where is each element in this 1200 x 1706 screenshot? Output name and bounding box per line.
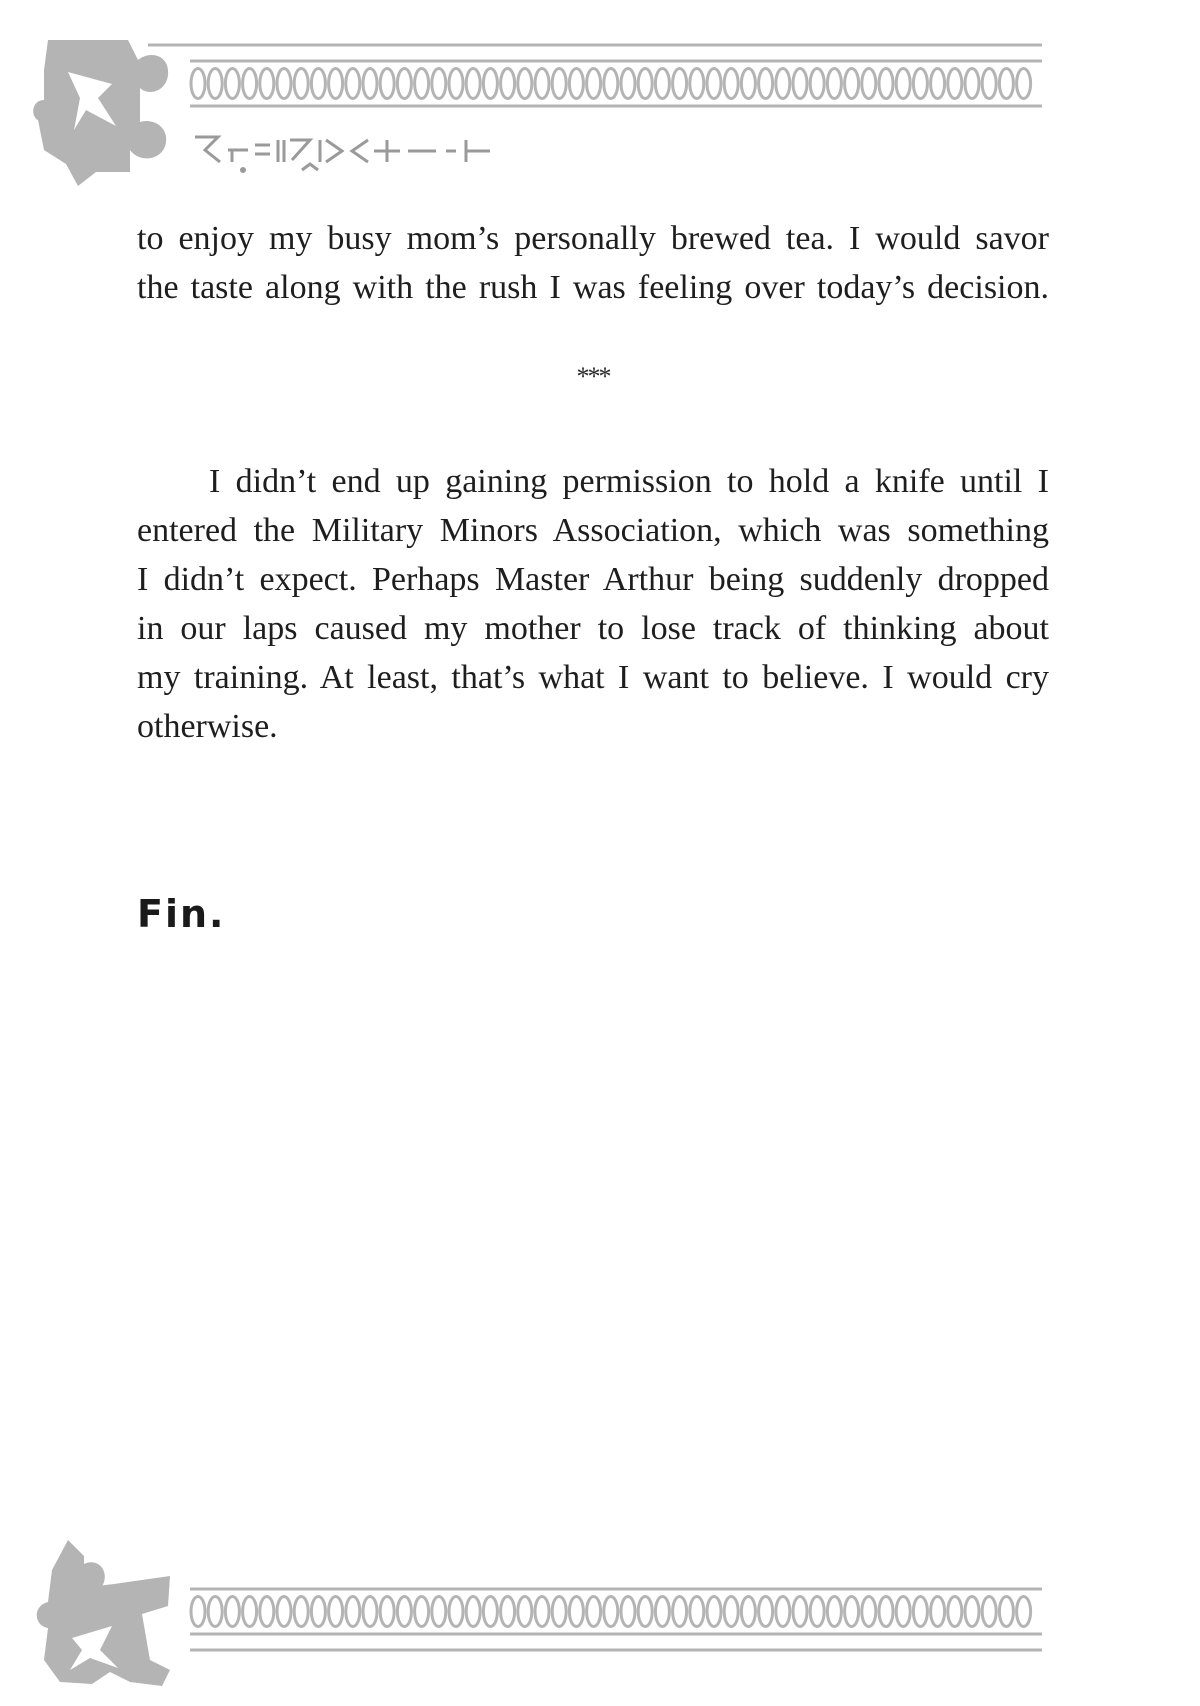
chain-link-icon (225, 1597, 239, 1627)
chain-link-icon (965, 1597, 979, 1627)
chain-link-icon (311, 1597, 325, 1627)
chain-link-icon (225, 69, 239, 99)
chain-link-icon (243, 1597, 257, 1627)
corner-ornament-top (0, 0, 1200, 200)
chain-link-icon (741, 1597, 755, 1627)
paragraph-2 (137, 457, 1049, 751)
chain-link-icon (982, 69, 996, 99)
text-line: my training. At least, that’s what I want to believe. I would cry (137, 659, 1049, 696)
chain-link-icon (673, 1597, 687, 1627)
chain-link-icon (810, 69, 824, 99)
chain-link-icon (363, 1597, 377, 1627)
chain-link-icon (655, 69, 669, 99)
chain-link-icon (862, 1597, 876, 1627)
chain-link-icon (913, 1597, 927, 1627)
chain-link-icon (965, 69, 979, 99)
chain-link-icon (879, 69, 893, 99)
chain-link-icon (260, 1597, 274, 1627)
text-line: I didn’t expect. Perhaps Master Arthur being suddenly dropped (137, 561, 1049, 598)
chain-link-icon (741, 69, 755, 99)
chain-link-icon (260, 69, 274, 99)
chain-link-icon (707, 69, 721, 99)
chain-link-icon (449, 1597, 463, 1627)
chain-link-icon (638, 1597, 652, 1627)
chain-link-icon (724, 1597, 738, 1627)
chain-link-icon (621, 69, 635, 99)
chain-link-icon (277, 1597, 291, 1627)
shield-ornament-icon (37, 1540, 170, 1686)
cipher-glyphs-icon (195, 137, 490, 172)
text-line: otherwise. (137, 708, 278, 745)
chain-link-icon (827, 1597, 841, 1627)
chain-link-icon (759, 1597, 773, 1627)
chain-link-icon (518, 69, 532, 99)
header-ornament (0, 0, 1200, 200)
chain-link-icon (191, 1597, 205, 1627)
chain-link-icon (380, 69, 394, 99)
chain-link-icon (776, 69, 790, 99)
chain-link-icon (604, 1597, 618, 1627)
chain-link-icon (587, 1597, 601, 1627)
chain-link-icon (690, 69, 704, 99)
chain-link-icon (604, 69, 618, 99)
chain-pattern (191, 1597, 1031, 1627)
chain-link-icon (587, 69, 601, 99)
chain-link-icon (655, 1597, 669, 1627)
chain-link-icon (707, 1597, 721, 1627)
chain-link-icon (191, 69, 205, 99)
chain-link-icon (845, 69, 859, 99)
chain-link-icon (552, 1597, 566, 1627)
chain-link-icon (329, 1597, 343, 1627)
corner-ornament-bottom (0, 1510, 1200, 1706)
chain-link-icon (931, 1597, 945, 1627)
chain-pattern (191, 69, 1031, 99)
chain-link-icon (397, 1597, 411, 1627)
chain-link-icon (569, 1597, 583, 1627)
chain-link-icon (397, 69, 411, 99)
chain-link-icon (415, 69, 429, 99)
chain-link-icon (501, 69, 515, 99)
chain-link-icon (294, 69, 308, 99)
text-line-content: I didn’t end up gaining permission to hold a knife until I (209, 463, 1049, 500)
chain-link-icon (346, 1597, 360, 1627)
chain-link-icon (483, 1597, 497, 1627)
chain-link-icon (827, 69, 841, 99)
chain-link-icon (862, 69, 876, 99)
chain-link-icon (793, 1597, 807, 1627)
chain-link-icon (690, 1597, 704, 1627)
chain-link-icon (724, 69, 738, 99)
chain-link-icon (569, 69, 583, 99)
chain-link-icon (931, 69, 945, 99)
chain-link-icon (896, 1597, 910, 1627)
chain-link-icon (483, 69, 497, 99)
chain-link-icon (896, 69, 910, 99)
chain-link-icon (501, 1597, 515, 1627)
chain-link-icon (466, 69, 480, 99)
chain-link-icon (329, 69, 343, 99)
chain-link-icon (948, 1597, 962, 1627)
chain-link-icon (415, 1597, 429, 1627)
chain-link-icon (776, 1597, 790, 1627)
chain-link-icon (449, 69, 463, 99)
chain-link-icon (673, 69, 687, 99)
chain-link-icon (243, 69, 257, 99)
chain-link-icon (552, 69, 566, 99)
text-line: the taste along with the rush I was feeling over today’s decision. (137, 269, 1049, 306)
chain-link-icon (363, 69, 377, 99)
chain-link-icon (845, 1597, 859, 1627)
chain-link-icon (208, 1597, 222, 1627)
chain-link-icon (208, 69, 222, 99)
chain-link-icon (621, 1597, 635, 1627)
chain-link-icon (793, 69, 807, 99)
chain-link-icon (294, 1597, 308, 1627)
text-line: entered the Military Minors Association, which was something (137, 512, 1049, 549)
text-line (137, 457, 1049, 506)
chain-link-icon (982, 1597, 996, 1627)
chain-link-icon (311, 69, 325, 99)
paragraph-1 (137, 214, 1049, 312)
text-line: in our laps caused my mother to lose track of thinking about (137, 610, 1049, 647)
chain-link-icon (518, 1597, 532, 1627)
chain-link-icon (432, 1597, 446, 1627)
chain-link-icon (277, 69, 291, 99)
chain-link-icon (759, 69, 773, 99)
chain-link-icon (810, 1597, 824, 1627)
chain-link-icon (380, 1597, 394, 1627)
chain-link-icon (1017, 1597, 1031, 1627)
closing-mark: Fin. (137, 892, 226, 936)
chain-link-icon (913, 69, 927, 99)
chain-link-icon (999, 1597, 1013, 1627)
chain-link-icon (432, 69, 446, 99)
chain-link-icon (346, 69, 360, 99)
chain-link-icon (879, 1597, 893, 1627)
chain-link-icon (535, 1597, 549, 1627)
chain-link-icon (1017, 69, 1031, 99)
chain-link-icon (948, 69, 962, 99)
chain-link-icon (638, 69, 652, 99)
footer-ornament (0, 1510, 1200, 1706)
chain-link-icon (999, 69, 1013, 99)
scene-break: *** (576, 362, 610, 391)
chain-link-icon (535, 69, 549, 99)
chain-link-icon (466, 1597, 480, 1627)
text-line: to enjoy my busy mom’s personally brewed tea. I would savor (137, 220, 1049, 257)
